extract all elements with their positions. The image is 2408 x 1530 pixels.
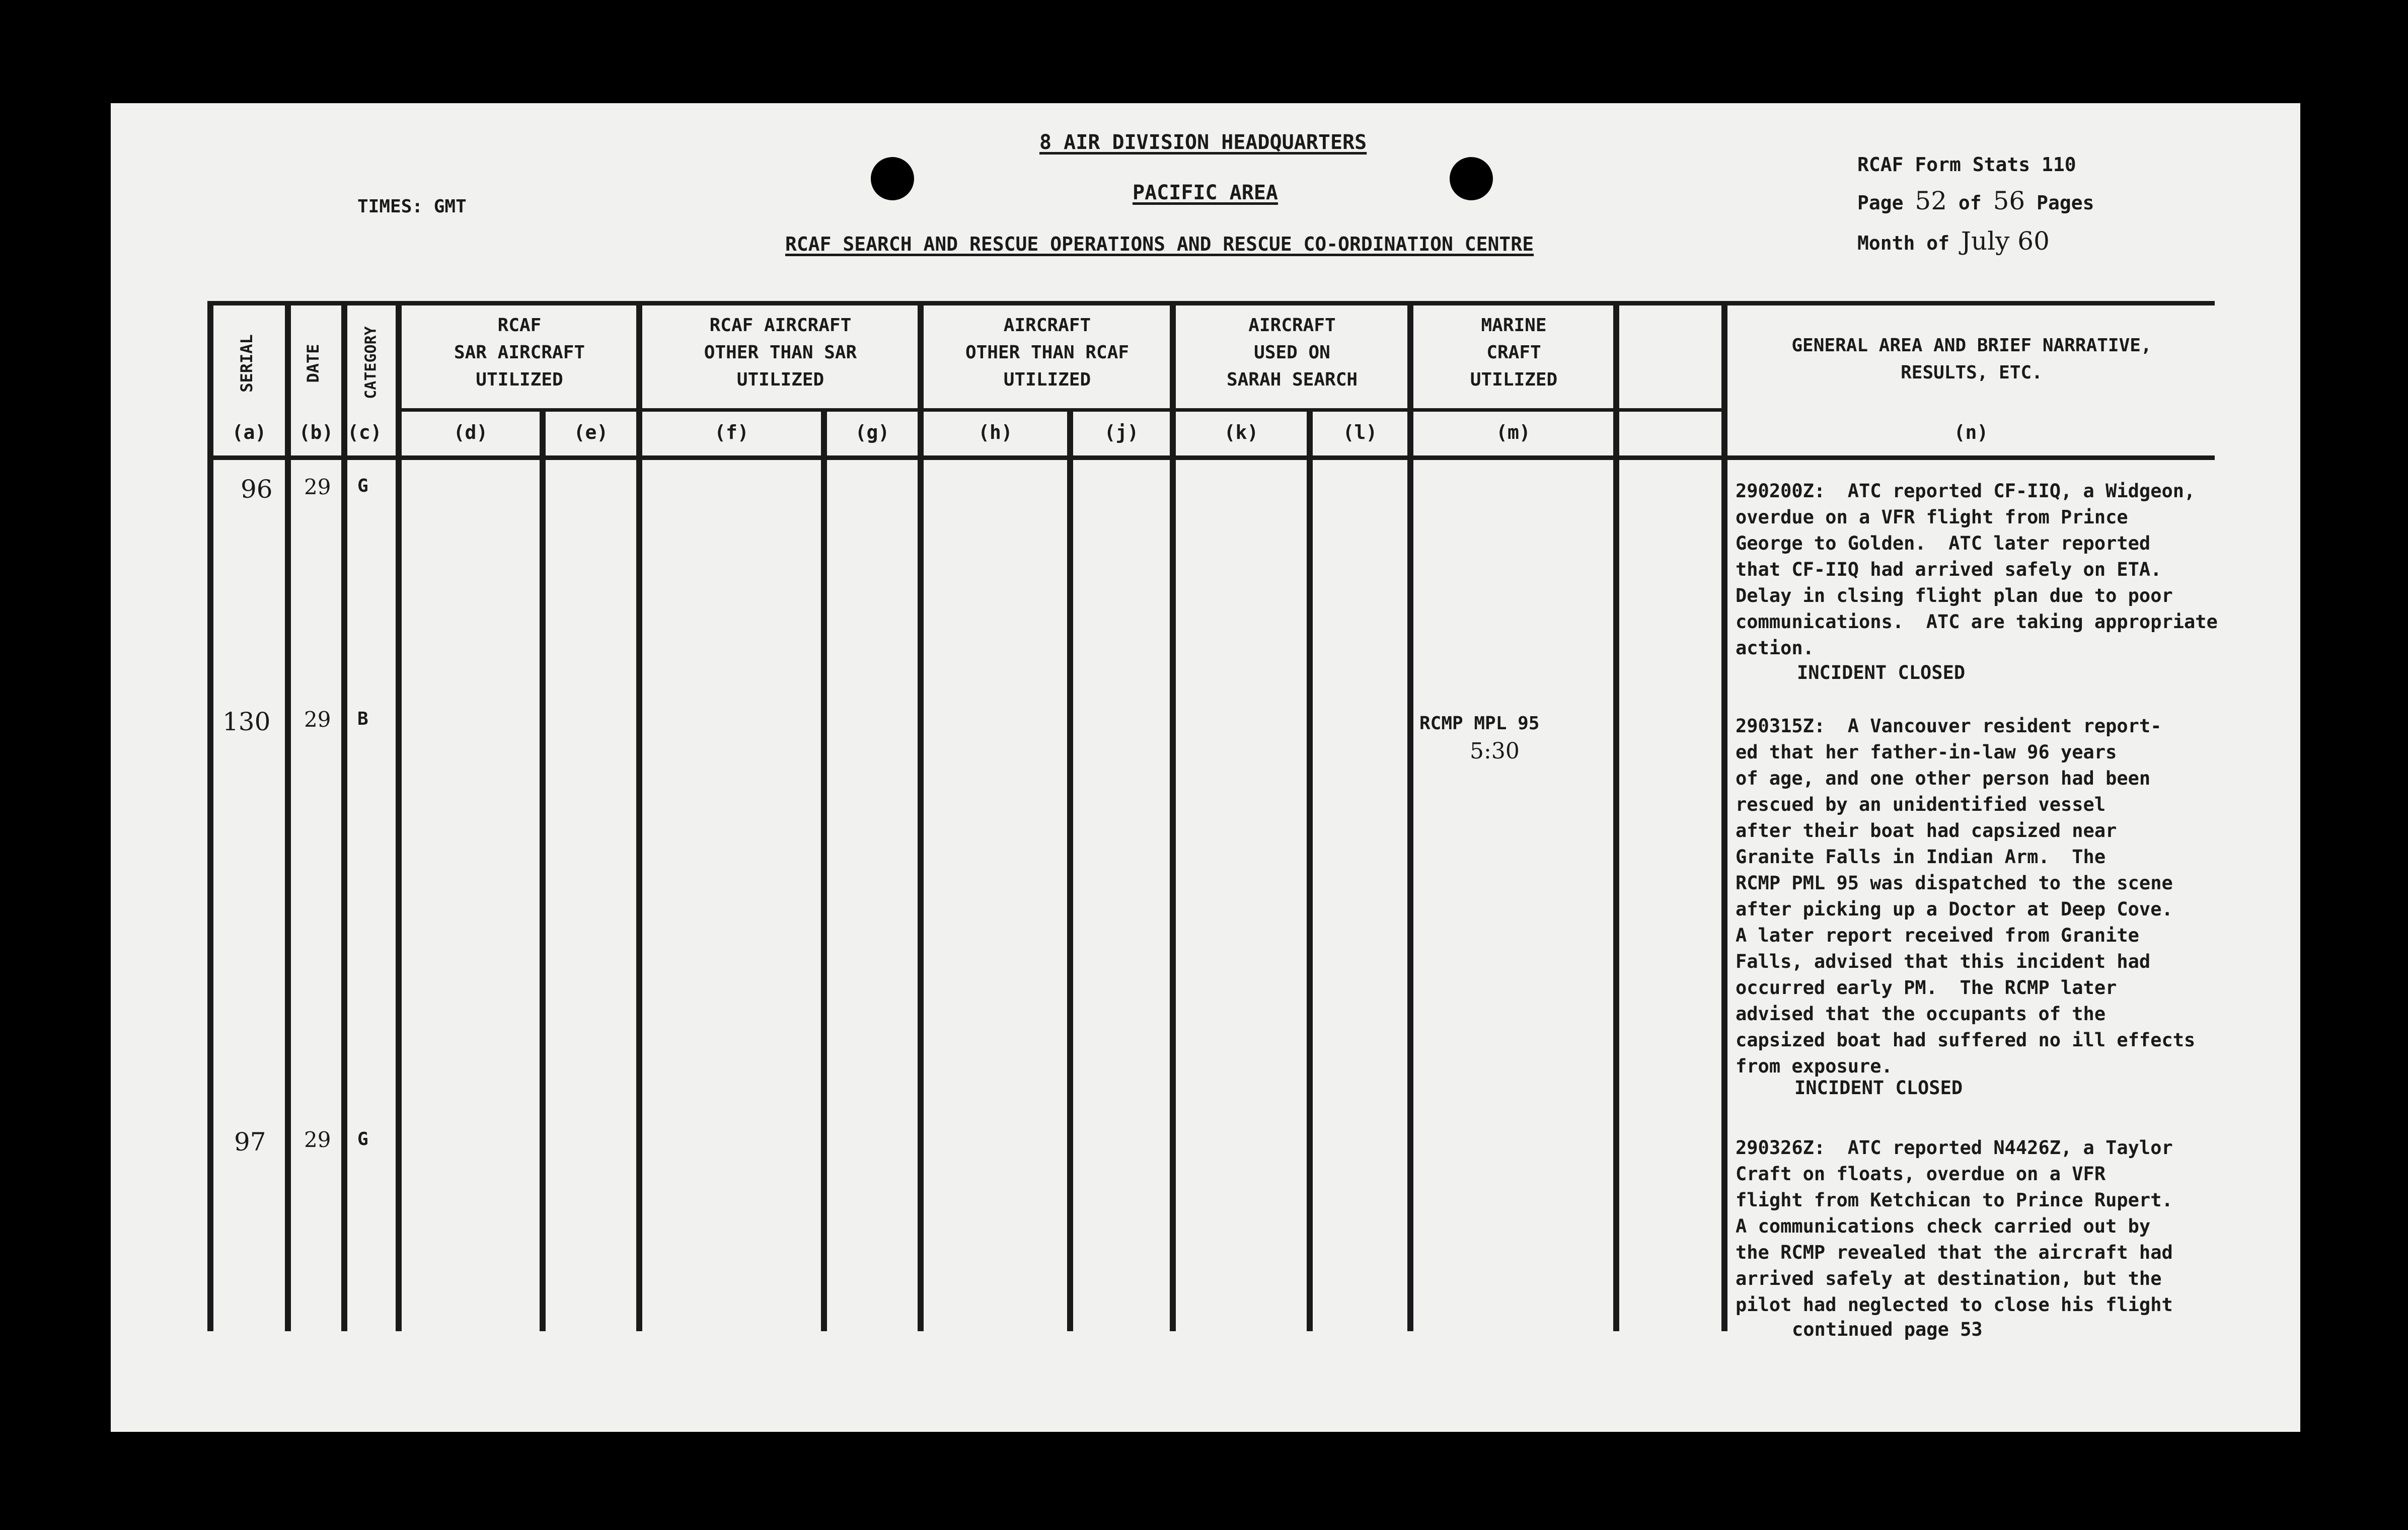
punch-hole-right [1450, 157, 1493, 200]
table-top-rule [209, 301, 2215, 305]
incident-closed: INCIDENT CLOSED [1794, 1077, 1963, 1099]
entry-category: G [357, 476, 368, 496]
col-sub-a: (a) [232, 421, 267, 443]
entry-narrative: 290326Z: ATC reported N4426Z, a Taylor Craft on floats, overdue on a VFR flight from Ketchican to Prince Rupert. A communications check carried out by the RCMP revealed that the aircraft had arrived safely at destination, but the pilot had neglected to close his flight [1736, 1137, 2173, 1316]
col-sub-d: (d) [453, 421, 488, 443]
col-rule-2 [341, 301, 347, 1331]
col-sub-f: (f) [714, 421, 749, 443]
col-header-narrative: GENERAL AREA AND BRIEF NARRATIVE, RESULTS, ETC. [1791, 335, 2152, 383]
col-rule-7 [918, 301, 924, 1331]
col-rule-12 [1613, 301, 1619, 1331]
col-rule-11 [1407, 301, 1413, 1331]
col-sub-n: (n) [1953, 421, 1989, 443]
col-rule-3 [396, 301, 402, 1331]
entry-date: 29 [304, 1127, 331, 1152]
col-sub-k: (k) [1224, 421, 1259, 443]
marine-craft-name: RCMP MPL 95 [1419, 713, 1540, 734]
entry-serial: 97 [234, 1127, 266, 1157]
col-header-category: CATEGORY [362, 326, 380, 399]
col-sub-l: (l) [1342, 421, 1378, 443]
col-sub-j: (j) [1104, 421, 1139, 443]
entry-date: 29 [304, 475, 331, 499]
col-header-aircraft-other: AIRCRAFT OTHER THAN RCAF UTILIZED [965, 315, 1130, 390]
month: Month of July 60 [1857, 226, 2050, 256]
col-rule-5 [636, 301, 642, 1331]
header-centre: RCAF SEARCH AND RESCUE OPERATIONS AND RESCUE CO-ORDINATION CENTRE [785, 233, 1534, 255]
col-rule-4 [540, 408, 546, 1331]
col-rule-8 [1067, 408, 1073, 1331]
col-rule-13 [1721, 301, 1727, 1331]
entry-marine-time: 5:30 [1470, 738, 1520, 764]
punch-hole-left [871, 157, 914, 200]
col-sub-h: (h) [978, 421, 1013, 443]
col-sub-m: (m) [1496, 421, 1531, 443]
col-sub-e: (e) [573, 421, 609, 443]
entry-category: G [357, 1129, 368, 1150]
entry-date: 29 [304, 707, 331, 732]
form-sheet [111, 103, 2300, 1432]
col-header-sarah: AIRCRAFT USED ON SARAH SEARCH [1226, 315, 1358, 390]
page-number: Page 52 of 56 Pages [1857, 186, 2094, 215]
entry-category: B [357, 709, 368, 729]
continued-note: continued page 53 [1792, 1319, 1983, 1340]
col-rule-6 [821, 408, 827, 1331]
col-rule-0 [207, 301, 213, 1331]
header-bottom-rule [209, 455, 2215, 460]
col-header-rcaf-other: RCAF AIRCRAFT OTHER THAN SAR UTILIZED [704, 315, 857, 390]
col-header-date: DATE [304, 344, 323, 383]
col-rule-10 [1307, 408, 1313, 1331]
entry-serial: 130 [222, 707, 271, 736]
col-sub-g: (g) [855, 421, 890, 443]
times-note: TIMES: GMT [357, 196, 467, 217]
entry-serial: 96 [241, 475, 273, 504]
group-header-rule [402, 408, 1726, 412]
col-sub-b: (b) [298, 421, 334, 443]
col-header-serial: SERIAL [237, 334, 256, 393]
col-rule-9 [1170, 301, 1176, 1331]
col-rule-1 [285, 301, 291, 1331]
form-number: RCAF Form Stats 110 [1857, 154, 2076, 176]
entry-narrative: 290315Z: A Vancouver resident report- ed that her father-in-law 96 years of age, and one other person had been rescued by an unidentified vessel after their boat had capsized near Granite Falls in Indian Arm. The RCMP PML 95 was dispatched to the scene after picking up a Doctor at Deep Cove. A later report received from Granite Falls, advised that this incident had occurred early PM. The RCMP later advised that the occupants of the capsized boat had suffered no ill effects from exposure. [1736, 715, 2196, 1077]
header-area: PACIFIC AREA [1133, 181, 1278, 204]
header-division: 8 AIR DIVISION HEADQUARTERS [1039, 131, 1367, 154]
col-sub-c: (c) [347, 421, 382, 443]
incident-closed: INCIDENT CLOSED [1797, 662, 1966, 683]
col-header-rcaf-sar: RCAF SAR AIRCRAFT UTILIZED [454, 315, 585, 390]
entry-marine-craft [1419, 713, 1539, 734]
entry-narrative: 290200Z: ATC reported CF-IIQ, a Widgeon, overdue on a VFR flight from Prince George to Golden. ATC later reported that CF-IIQ had arrived safely on ETA. Delay in clsing flight plan due to poor communications. ATC are taking appropriate action. [1736, 480, 2218, 659]
col-header-marine: MARINE CRAFT UTILIZED [1470, 315, 1558, 390]
